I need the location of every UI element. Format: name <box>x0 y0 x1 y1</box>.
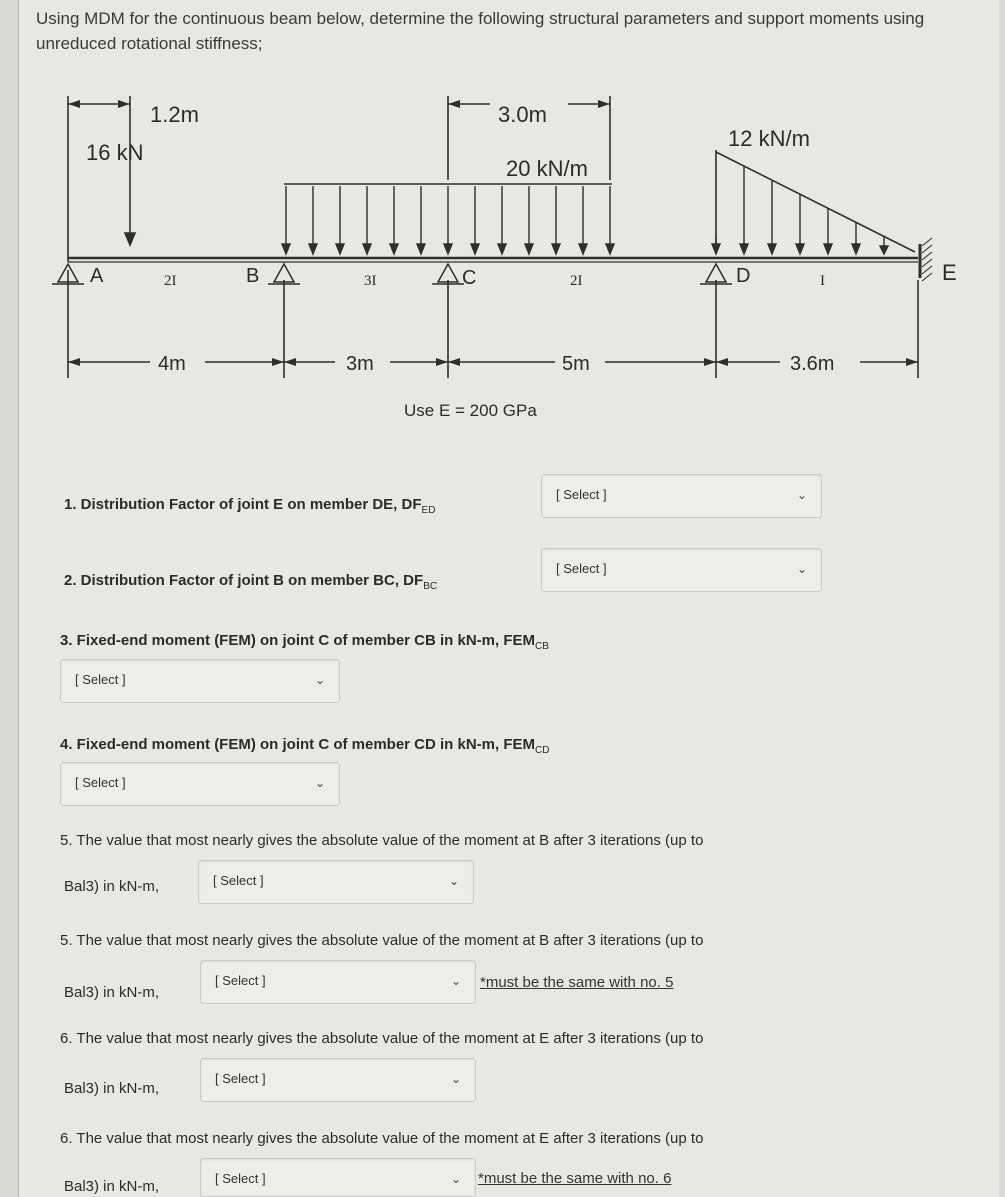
question-5b-line1: 5. The value that most nearly gives the absolute value of the moment at B after 3 iterations (up to <box>60 932 704 949</box>
question-6a-line1: 6. The value that most nearly gives the absolute value of the moment at E after 3 iterations (up to <box>60 1030 704 1047</box>
select-placeholder: [ Select ] <box>556 487 607 502</box>
inertia-de: I <box>820 273 825 289</box>
chevron-down-icon: ⌄ <box>448 874 459 888</box>
pin-support-c-icon <box>438 264 458 282</box>
chevron-down-icon: ⌄ <box>314 776 325 790</box>
dim-1-2m: 1.2m <box>150 102 199 127</box>
beam-diagram <box>0 0 1005 440</box>
question-4 <box>60 736 549 756</box>
span-ab: 4m <box>158 353 186 375</box>
inertia-bc: 3I <box>364 273 377 289</box>
question-5b-line2: Bal3) in kN-m, <box>64 984 160 1001</box>
question-6b-select[interactable] <box>200 1158 476 1197</box>
select-placeholder: [ Select ] <box>215 1171 266 1186</box>
question-4-select[interactable] <box>60 762 340 806</box>
question-1 <box>64 496 435 516</box>
question-6b-line2: Bal3) in kN-m, <box>64 1178 160 1195</box>
chevron-down-icon: ⌄ <box>796 488 807 502</box>
chevron-down-icon: ⌄ <box>450 974 461 988</box>
node-e: E <box>942 260 957 285</box>
chevron-down-icon: ⌄ <box>796 562 807 576</box>
node-a: A <box>90 265 104 287</box>
fixed-support-e-icon <box>922 238 932 281</box>
select-placeholder: [ Select ] <box>556 561 607 576</box>
pin-support-d-icon <box>706 264 726 282</box>
span-cd: 5m <box>562 353 590 375</box>
question-5a-line2: Bal3) in kN-m, <box>64 878 160 895</box>
select-placeholder: [ Select ] <box>75 775 126 790</box>
inertia-cd: 2I <box>570 273 583 289</box>
span-de: 3.6m <box>790 353 835 375</box>
select-placeholder: [ Select ] <box>215 973 266 988</box>
pin-support-b-icon <box>274 264 294 282</box>
question-1-sub: ED <box>421 505 436 516</box>
question-4-text: 4. Fixed-end moment (FEM) on joint C of member CD in kN-m, FEM <box>60 736 536 753</box>
tri-load-label: 12 kN/m <box>728 126 810 151</box>
modulus-label: Use E = 200 GPa <box>404 401 537 420</box>
question-3-select[interactable] <box>60 659 340 703</box>
question-2-select[interactable] <box>541 548 822 592</box>
question-2-text: 2. Distribution Factor of joint B on member BC, DF <box>64 572 424 589</box>
inertia-ab: 2I <box>164 273 177 289</box>
chevron-down-icon: ⌄ <box>450 1172 461 1186</box>
node-c: C <box>462 267 477 289</box>
dim-3-0m: 3.0m <box>498 102 547 127</box>
load-16kn: 16 kN <box>86 140 144 165</box>
question-1-select[interactable] <box>541 474 822 518</box>
question-2 <box>64 572 437 592</box>
node-b: B <box>246 265 260 287</box>
chevron-down-icon: ⌄ <box>314 673 325 687</box>
question-5a-select[interactable] <box>198 860 474 904</box>
select-placeholder: [ Select ] <box>213 873 264 888</box>
same-as-5-note: *must be the same with no. 5 <box>480 974 674 991</box>
same-as-6-note: *must be the same with no. 6 <box>478 1170 672 1187</box>
span-bc: 3m <box>346 353 374 375</box>
question-6a-line2: Bal3) in kN-m, <box>64 1080 160 1097</box>
question-3-text: 3. Fixed-end moment (FEM) on joint C of member CB in kN-m, FEM <box>60 632 536 649</box>
select-placeholder: [ Select ] <box>215 1071 266 1086</box>
question-3-sub: CB <box>535 641 549 652</box>
select-placeholder: [ Select ] <box>75 672 126 687</box>
question-6a-select[interactable] <box>200 1058 476 1102</box>
question-4-sub: CD <box>535 745 550 756</box>
problem-statement: Using MDM for the continuous beam below, determine the following structural parameters and support moments using unreduced rotational stiffness; <box>36 9 925 53</box>
question-2-sub: BC <box>423 581 438 592</box>
question-5b-select[interactable] <box>200 960 476 1004</box>
question-3 <box>60 632 549 652</box>
question-1-text: 1. Distribution Factor of joint E on member DE, DF <box>64 496 422 513</box>
node-d: D <box>736 265 751 287</box>
chevron-down-icon: ⌄ <box>450 1072 461 1086</box>
question-6b-line1: 6. The value that most nearly gives the absolute value of the moment at E after 3 iterations (up to <box>60 1130 704 1147</box>
udl-label: 20 kN/m <box>506 156 588 181</box>
question-5a-line1: 5. The value that most nearly gives the absolute value of the moment at B after 3 iterations (up to <box>60 832 704 849</box>
